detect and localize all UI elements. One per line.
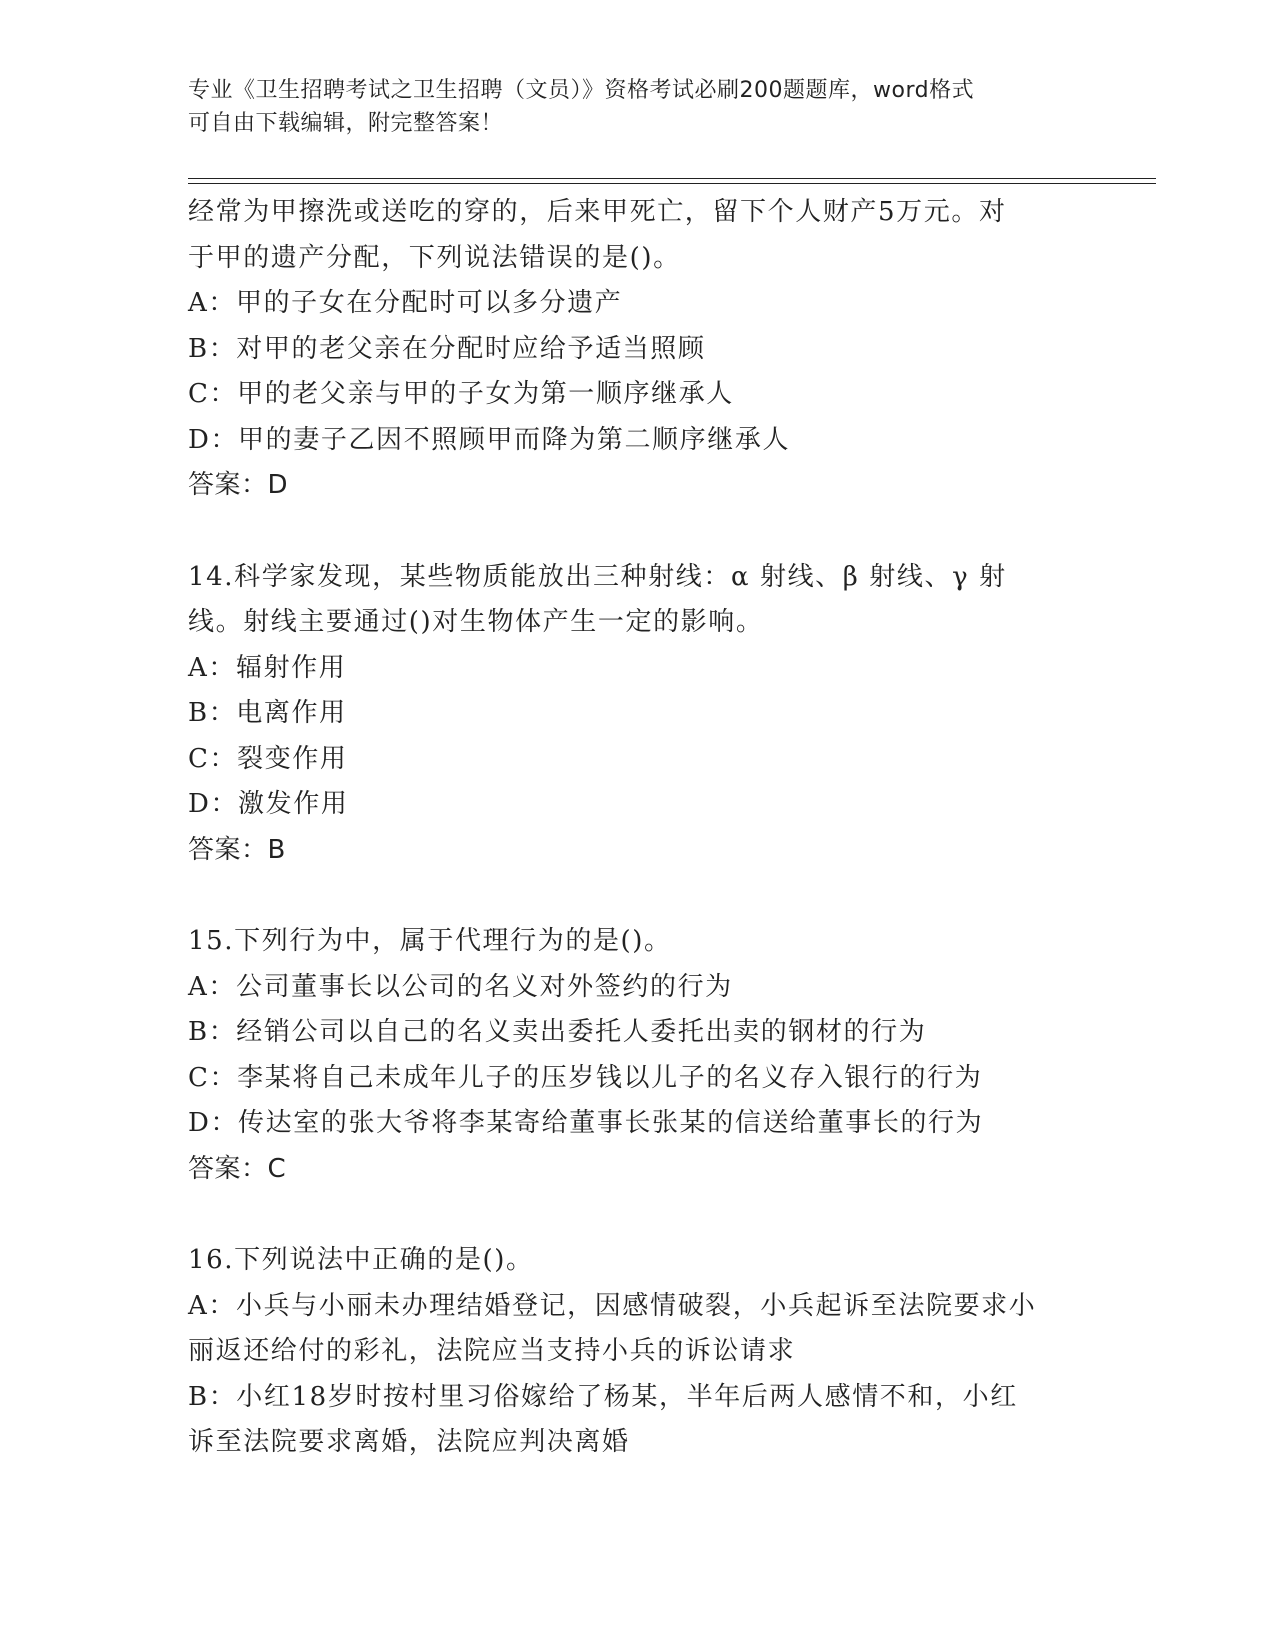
header-title-line-1: 专业《卫生招聘考试之卫生招聘（文员）》资格考试必刷200题题库，word格式	[188, 78, 975, 103]
question-13-stem-continued: 于甲的遗产分配，下列说法错误的是()。	[188, 242, 681, 273]
question-13-option-a: A：甲的子女在分配时可以多分遗产	[188, 288, 623, 318]
spacer	[188, 509, 1148, 555]
header-divider-top	[188, 178, 1156, 179]
question-14-answer: 答案：B	[188, 834, 286, 865]
question-14-option-d: D：激发作用	[188, 789, 349, 819]
question-15-stem: 15.下列行为中，属于代理行为的是()。	[188, 926, 672, 956]
question-16-option-a: A：小兵与小丽未办理结婚登记，因感情破裂，小兵起诉至法院要求小	[188, 1290, 1037, 1321]
question-13-stem-continued: 经常为甲擦洗或送吃的穿的，后来甲死亡，留下个人财产5万元。对	[188, 197, 1007, 227]
question-14-option-c: C：裂变作用	[188, 743, 348, 774]
question-13-option-d: D：甲的妻子乙因不照顾甲而降为第二顺序继承人	[188, 424, 791, 455]
spacer	[188, 873, 1148, 919]
question-list	[188, 190, 1148, 1466]
question-14	[188, 555, 1148, 874]
question-13-option-b: B：对甲的老父亲在分配时应给予适当照顾	[188, 333, 706, 364]
question-16-option-a-continued: 丽返还给付的彩礼，法院应当支持小兵的诉讼请求	[188, 1336, 796, 1366]
question-13-answer: 答案：D	[188, 470, 289, 500]
question-15-option-d: D：传达室的张大爷将李某寄给董事长张某的信送给董事长的行为	[188, 1108, 984, 1138]
question-14-option-b: B：电离作用	[188, 698, 347, 728]
question-14-stem: 线。射线主要通过()对生物体产生一定的影响。	[188, 607, 764, 637]
question-16	[188, 1238, 1148, 1466]
question-16-option-b: B：小红18岁时按村里习俗嫁给了杨某，半年后两人感情不和，小红	[188, 1381, 1018, 1412]
question-13-option-c: C：甲的老父亲与甲的子女为第一顺序继承人	[188, 379, 734, 409]
spacer	[188, 1192, 1148, 1238]
document-header	[188, 74, 1088, 140]
question-15-option-c: C：李某将自己未成年儿子的压岁钱以儿子的名义存入银行的行为	[188, 1062, 983, 1093]
question-13	[188, 190, 1148, 509]
question-16-stem: 16.下列说法中正确的是()。	[188, 1245, 534, 1275]
question-15	[188, 919, 1148, 1192]
question-14-option-a: A：辐射作用	[188, 652, 347, 683]
header-divider-bottom	[188, 183, 1156, 184]
question-15-option-a: A：公司董事长以公司的名义对外签约的行为	[188, 971, 733, 1002]
header-title-line-2: 可自由下载编辑，附完整答案！	[188, 111, 504, 136]
question-15-option-b: B：经销公司以自己的名义卖出委托人委托出卖的钢材的行为	[188, 1017, 927, 1047]
question-14-stem: 14.科学家发现，某些物质能放出三种射线：α 射线、β 射线、γ 射	[188, 561, 1007, 592]
question-16-option-b-continued: 诉至法院要求离婚，法院应判决离婚	[188, 1427, 630, 1457]
question-15-answer: 答案：C	[188, 1153, 287, 1184]
